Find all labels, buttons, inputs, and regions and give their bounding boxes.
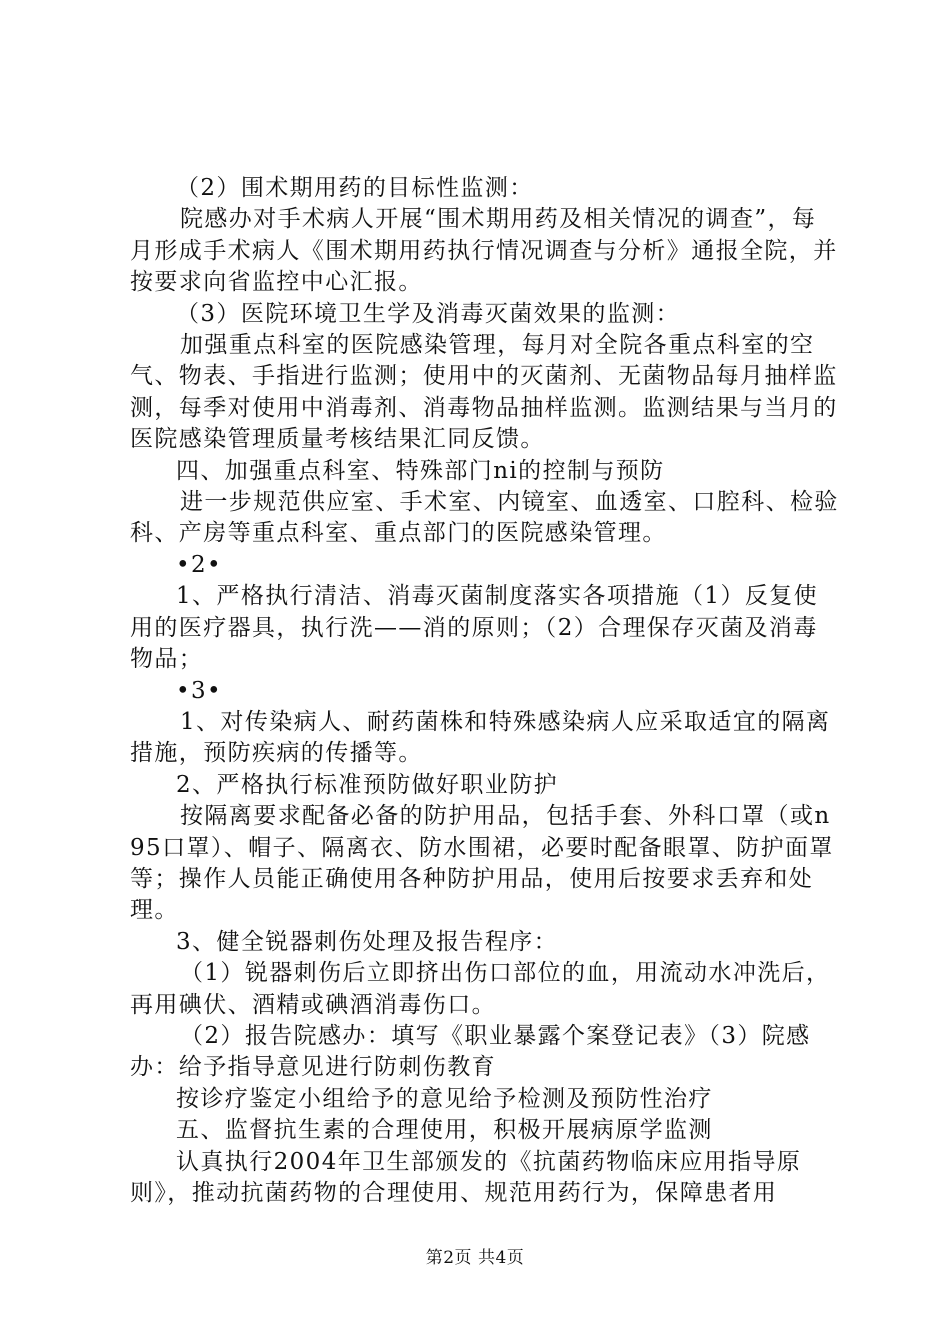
subheading-perioperative-monitoring: （2）围术期用药的目标性监测： [176, 175, 534, 201]
paragraph: （1）锐器刺伤后立即挤出伤口部位的血，用流动水冲洗后，再用碘伏、酒精或碘酒消毒伤口。 [130, 960, 831, 1018]
paragraph: 1、严格执行清洁、消毒灭菌制度落实各项措施（1）反复使用的医疗器具，执行洗——消的原则；（2）合理保存灭菌及消毒物品； [130, 583, 819, 673]
paragraph: 加强重点科室的医院感染管理，每月对全院各重点科室的空气、物表、手指进行监测；使用中的灭菌剂、无菌物品每月抽样监测，每季对使用中消毒剂、消毒物品抽样监测。监测结果与当月的医院感染管理质量考核结果汇同反馈。 [130, 332, 838, 453]
page-footer: 第2页 共4页 [425, 1248, 525, 1268]
paragraph: 1、对传染病人、耐药菌株和特殊感染病人应采取适宜的隔离措施，预防疾病的传播等。 [130, 708, 831, 767]
page-marker: •2• [176, 551, 222, 578]
section-heading-5: 五、监督抗生素的合理使用，积极开展病原学监测 [176, 1117, 713, 1144]
subheading-environment-monitoring: （3）医院环境卫生学及消毒灭菌效果的监测： [176, 300, 681, 327]
subheading-sharps-injury: 3、健全锐器刺伤处理及报告程序： [176, 928, 559, 955]
subheading-standard-precautions: 2、严格执行标准预防做好职业防护 [176, 771, 559, 798]
page-marker: •3• [176, 677, 222, 704]
document-body [130, 173, 840, 1209]
paragraph: 院感办对手术病人开展“围术期用药及相关情况的调查”，每月形成手术病人《围术期用药执行情况调查与分析》通报全院，并按要求向省监控中心汇报。 [130, 206, 838, 296]
paragraph: 按隔离要求配备必备的防护用品，包括手套、外科口罩（或n95口罩）、帽子、隔离衣、防水围裙，必要时配备眼罩、防护面罩等；操作人员能正确使用各种防护用品，使用后按要求丢弃和处理。 [130, 803, 834, 924]
paragraph: 认真执行2004年卫生部颁发的《抗菌药物临床应用指导原则》，推动抗菌药物的合理使用、规范用药行为，保障患者用 [130, 1148, 802, 1206]
section-heading-4: 四、加强重点科室、特殊部门ni的控制与预防 [176, 457, 665, 484]
paragraph: 进一步规范供应室、手术室、内镜室、血透室、口腔科、检验科、产房等重点科室、重点部门的医院感染管理。 [130, 489, 839, 547]
paragraph: 按诊疗鉴定小组给予的意见给予检测及预防性治疗 [176, 1085, 713, 1112]
paragraph: （2）报告院感办：填写《职业暴露个案登记表》（3）院感办：给予指导意见进行防刺伤教育 [130, 1022, 811, 1081]
